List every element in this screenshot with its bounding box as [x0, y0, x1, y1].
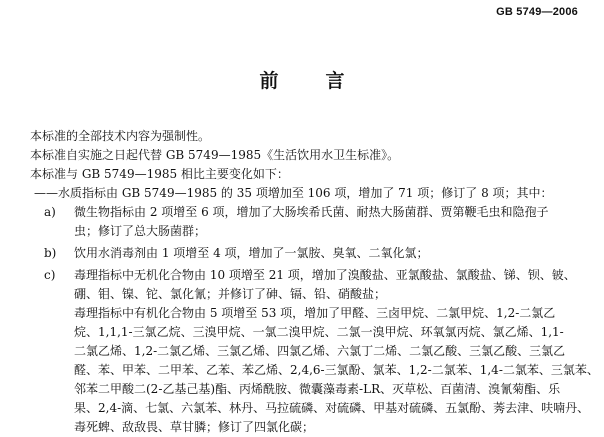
- paragraph-replaces: 本标准自实施之日起代替 GB 5749—1985《生活饮用水卫生标准》。: [30, 148, 400, 162]
- list-item-line: 毒理指标中无机化合物由 10 项增至 21 项，增加了溴酸盐、亚氯酸盐、氯酸盐、锑、钡、铍、: [74, 268, 576, 282]
- document-body: [30, 127, 599, 434]
- list-item-c: [30, 266, 590, 304]
- list-item-line: 饮用水消毒剂由 1 项增至 4 项，增加了一氯胺、臭氧、二氧化氯；: [74, 246, 429, 260]
- list-item-body: [74, 203, 590, 241]
- list-item-label: b): [44, 246, 57, 260]
- dash-item-indicators: ——水质指标由 GB 5749—1985 的 35 项增加至 106 项，增加了 71 项；修订了 8 项；其中：: [34, 186, 553, 200]
- paragraph-mandatory: 本标准的全部技术内容为强制性。: [30, 129, 211, 143]
- list-item-label: c): [44, 268, 56, 282]
- list-item-body: [74, 244, 590, 263]
- paragraph-line: 烷、1,1,1-三氯乙烷、三溴甲烷、一氯二溴甲烷、二氯一溴甲烷、环氧氯丙烷、氯乙烯、1,1-: [74, 325, 564, 339]
- page-title: 前 言: [259, 70, 359, 92]
- paragraph-line: 毒理指标中有机化合物由 5 项增至 53 项，增加了甲醛、三卤甲烷、二氯甲烷、1,2-二氯乙: [74, 306, 556, 320]
- list-item-body: [74, 266, 590, 304]
- organic-compounds-paragraph: [30, 304, 599, 434]
- list-item-line: 微生物指标由 2 项增至 6 项，增加了大肠埃希氏菌、耐热大肠菌群、贾第鞭毛虫和隐孢子: [74, 205, 549, 219]
- list-item-line: 虫；修订了总大肠菌群；: [74, 224, 207, 238]
- standard-code: GB 5749—2006: [496, 6, 578, 18]
- paragraph-line: 毒死蜱、敌敌畏、草甘膦；修订了四氯化碳；: [74, 420, 315, 434]
- list-item-label: a): [44, 205, 56, 219]
- paragraph-changes-intro: 本标准与 GB 5749—1985 相比主要变化如下：: [30, 167, 289, 181]
- list-item-b: [30, 244, 590, 263]
- list-item-line: 硼、钼、镍、铊、氯化氰；并修订了砷、镉、铅、硝酸盐；: [74, 287, 387, 301]
- paragraph-line: 果、2,4-滴、七氯、六氯苯、林丹、马拉硫磷、对硫磷、甲基对硫磷、五氯酚、莠去津、呋喃丹、: [74, 401, 590, 415]
- paragraph-line: 醛、苯、甲苯、二甲苯、乙苯、苯乙烯、2,4,6-三氯酚、氯苯、1,2-二氯苯、1,4-二氯苯、三氯苯、: [74, 363, 599, 377]
- list-item-a: [30, 203, 590, 241]
- paragraph-line: 邻苯二甲酸二(2-乙基己基)酯、丙烯酰胺、微囊藻毒素-LR、灭草松、百菌清、溴氰菊酯、乐: [74, 382, 561, 396]
- paragraph-line: 二氯乙烯、1,2-二氯乙烯、三氯乙烯、四氯乙烯、六氯丁二烯、二氯乙酸、三氯乙酸、三氯乙: [74, 344, 566, 358]
